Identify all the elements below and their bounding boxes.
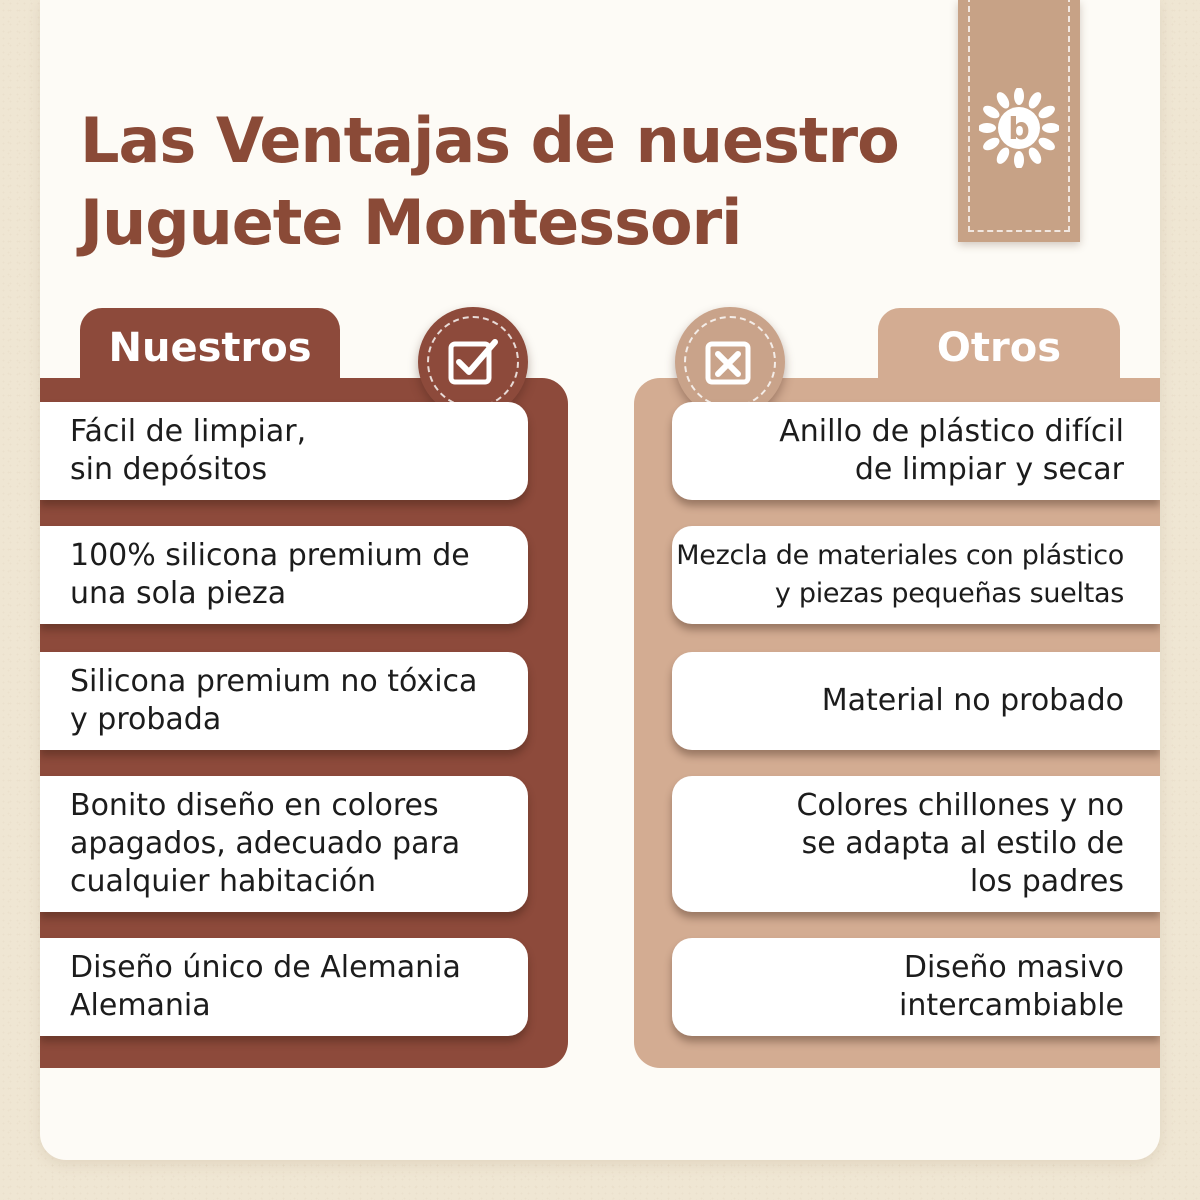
flower-b-logo-icon bbox=[979, 88, 1059, 168]
otros-item: Mezcla de materiales con plástico y piezas pequeñas sueltas bbox=[672, 526, 1160, 624]
title-line-1: Las Ventajas de nuestro bbox=[80, 104, 899, 177]
brand-ribbon bbox=[958, 0, 1080, 242]
nuestros-item: Fácil de limpiar, sin depósitos bbox=[40, 402, 528, 500]
page-title bbox=[80, 100, 940, 264]
nuestros-item: Bonito diseño en colores apagados, adecuado para cualquier habitación bbox=[40, 776, 528, 912]
nuestros-item: 100% silicona premium de una sola pieza bbox=[40, 526, 528, 624]
title-line-2: Juguete Montessori bbox=[80, 186, 742, 259]
svg-text:b: b bbox=[1008, 112, 1030, 147]
otros-item: Material no probado bbox=[672, 652, 1160, 750]
tab-otros: Otros bbox=[878, 308, 1120, 388]
x-badge bbox=[675, 307, 785, 417]
check-badge bbox=[418, 307, 528, 417]
check-box-icon bbox=[445, 334, 501, 390]
x-box-icon bbox=[702, 334, 758, 390]
nuestros-item: Diseño único de Alemania Alemania bbox=[40, 938, 528, 1036]
tab-nuestros: Nuestros bbox=[80, 308, 340, 388]
nuestros-item: Silicona premium no tóxica y probada bbox=[40, 652, 528, 750]
otros-item: Diseño masivo intercambiable bbox=[672, 938, 1160, 1036]
comparison-card bbox=[40, 0, 1160, 1160]
otros-item: Anillo de plástico difícil de limpiar y secar bbox=[672, 402, 1160, 500]
otros-item: Colores chillones y no se adapta al estilo de los padres bbox=[672, 776, 1160, 912]
